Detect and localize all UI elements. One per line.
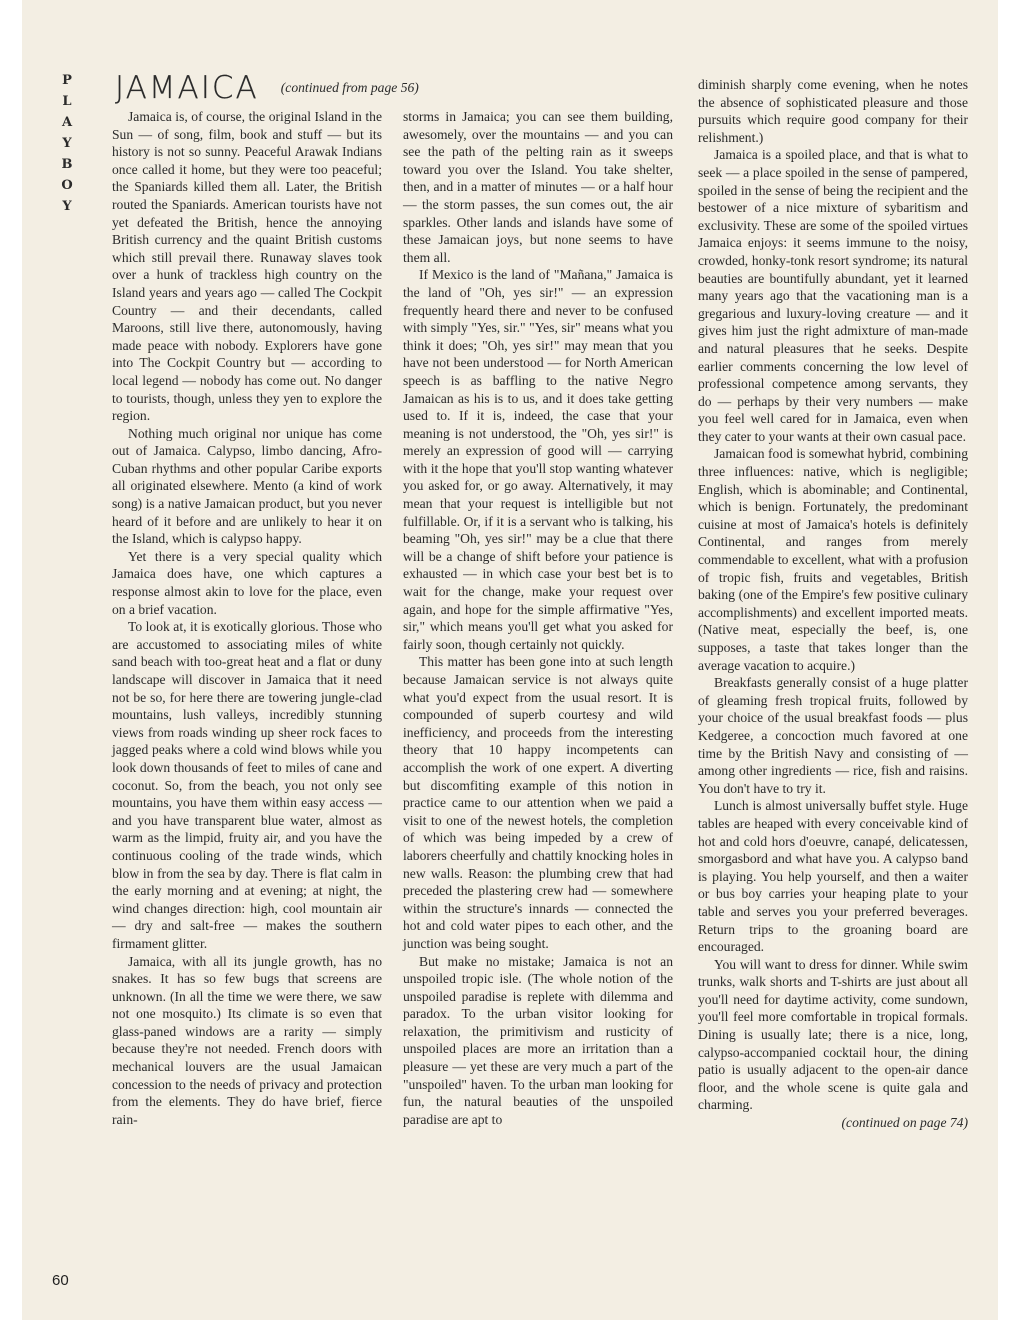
paragraph: Jamaican food is somewhat hybrid, combining three influences: native, which is negligible; English, which is abominable; and Continental, which is benign. Fortunately, the predominant cuisine at most of Jamaica's hotels is definitely Continental, and ranges from merely commendable to excellent, what with a profusion of tropic fish, fruits and vegetables, British baking (one of the Empire's few positive culinary accomplishments) and excellent imported meats. (Native meat, especially the beef, is, one supposes, a taste that takes longer than the average vacation to acquire.) (698, 446, 968, 673)
magazine-page (22, 0, 998, 1320)
magazine-name-letter: L (62, 94, 72, 109)
text-column-2 (403, 108, 673, 1128)
continued-on-note: (continued on page 74) (841, 1115, 968, 1131)
paragraph: This matter has been gone into at such length because Jamaican service is not always quite what you'd expect from the usual resort. It is compounded of superb courtesy and wild inefficiency, and proceeds from the interesting theory that 10 happy incompetents can accomplish the work of one expert. A diverting but discomfiting example of this notion in practice came to our attention when we paid a visit to one of the newest hotels, the completion of which was being impeded by a crew of laborers cheerfully and chattily knocking holes in new walls. Reason: the plumbing crew that had preceded the plastering crew had — somewhere within the structure's innards — connected the hot and cold water pipes to each other, and the junction was being sought. (403, 654, 673, 951)
paragraph: Breakfasts generally consist of a huge platter of gleaming fresh tropical fruits, followed by your choice of the usual breakfast foods — plus Kedgeree, a concoction much favored at one time by the British Navy and consisting of — among other ingredients — rice, fish and raisins. You don't have to try it. (698, 675, 968, 796)
magazine-name-letter: B (61, 157, 73, 172)
magazine-name-vertical (28, 70, 106, 217)
magazine-name-letter: Y (62, 199, 72, 214)
paragraph: storms in Jamaica; you can see them building, awesomely, over the mountains — and you can see the path of the pelting rain as it sweeps toward you over the Island. You take shelter, then, and in a matter of minutes — or a half hour — the storm passes, the sun comes out, the air sparkles. Other lands and islands have some of these Jamaican joys, but none seems to have them all. (403, 109, 673, 265)
text-column-1 (112, 108, 382, 1128)
magazine-name-letter: A (61, 115, 73, 130)
magazine-name-letter: P (62, 73, 72, 88)
magazine-name-letter: O (61, 178, 73, 193)
paragraph: Lunch is almost universally buffet style. Huge tables are heaped with every conceivable kind of hot and cold hors d'oeuvre, canapé, delicatessen, smorgasbord and what have you. A calypso band is playing. You help yourself, and then a waiter or bus boy carries your heaping plate to your table and serves you your preferred beverages. Return trips to the groaning board are encouraged. (698, 798, 968, 955)
paragraph: If Mexico is the land of "Mañana," Jamaica is the land of "Oh, yes sir!" — an expression frequently heard there and never to be confused with simply "Yes, sir." "Yes, sir" means what you think it does; "Oh, yes sir!" may mean that you have not been understood — for North American speech is as baffling to the native Negro Jamaican as his is to us, and it does take getting used to. If it is, indeed, the case that your meaning is not understood, the "Oh, yes sir!" is merely an expression of good will — carrying with it the hope that you'll stop wanting whatever you asked for, or go away. Alternatively, it may mean that your request is intelligible but not fulfillable. Or, if it is a servant who is talking, his beaming "Oh, yes sir!" may be a clue that there will be a change of shift before your patience is exhausted — in which case your best bet is to wait for the change, make your request over again, and hope for the simple affirmative "Yes, sir," which means you'll get what you asked for fairly soon, though certainly not quickly. (403, 267, 673, 652)
paragraph: Jamaica is, of course, the original Island in the Sun — of song, film, book and stuff — but its history is not so sunny. Peaceful Arawak Indians once called it home, but they were too peaceful; the Spaniards killed them all. Later, the British routed the Spaniards. American tourists have not yet defeated the British, hence the annoying British currency and the quaint British customs which still prevail there. Runaway slaves took over a hunk of trackless high country on the Island years and years ago — called The Cockpit Country — and their decendants, called Maroons, still live there, autonomously, having made peace with nobody. Explorers have gone into The Cockpit Country but — according to local legend — nobody has come out. No danger to tourists, though, unless they yen to explore the region. (112, 109, 382, 424)
article-title: JAMAICA (115, 70, 259, 106)
text-column-3 (698, 76, 968, 1132)
page-number: 60 (52, 1272, 69, 1289)
paragraph: Nothing much original nor unique has come out of Jamaica. Calypso, limbo dancing, Afro-Cuban rhythms and other popular Caribe exports all originated elsewhere. Mento (a kind of work song) is a native Jamaican product, but you never heard of it before and are unlikely to hear it on the Island, which is calypso happy. (112, 425, 382, 547)
paragraph: But make no mistake; Jamaica is not an unspoiled tropic isle. (The whole notion of the unspoiled paradise is replete with dilemma and paradox. To the urban visitor looking for relaxation, the primitivism and rusticity of unspoiled places are more an irritation than a pleasure — yet these are very much a part of the "unspoiled" haven. To the urban man looking for fun, the natural beauties of the unspoiled paradise are apt to (403, 953, 673, 1127)
paragraph: diminish sharply come evening, when he notes the absence of sophisticated pleasure and those pursuits which require good company for their relishment.) (698, 77, 968, 145)
magazine-name-letter: Y (62, 136, 72, 151)
article-header (115, 70, 419, 106)
paragraph: To look at, it is exotically glorious. Those who are accustomed to associating miles of white sand beach with too-great heat and a flat or duny landscape will discover in Jamaica that it need not be so, for here there are towering jungle-clad mountains, lush valleys, incredibly stunning views from roads winding up sheer rock faces to jagged peaks where a cold wind blows while you look down thousands of feet to miles of cane and coconut. So, from the beach, you not only see mountains, you have them within easy access — and you have transparent blue water, almost as warm as the limpid, fruity air, and you have the continuous cooling of the trade winds, which blow in from the sea by day. There is flat calm in the early morning and at evening; at night, the wind changes direction: high, cool mountain air — dry and salt-free — makes the southern firmament glitter. (112, 619, 382, 951)
paragraph: You will want to dress for dinner. While swim trunks, walk shorts and T-shirts are just about all you'll need for daytime activity, come sundown, you'll feel more comfortable in tropical formals. Dining is usually late; there is a nice, long, calypso-accompanied cocktail hour, the dining patio is usually adjacent to the open-air dance floor, and the whole scene is quite gala and charming. (698, 956, 968, 1113)
paragraph: Jamaica is a spoiled place, and that is what to seek — a place spoiled in the sense of pampered, spoiled in the sense of being the recipient and the bestower of a nice mixture of sybaritism and exclusivity. These are some of the spoiled virtues Jamaica enjoys: it seems immune to the noisy, crowded, honky-tonk resort syndrome; its natural beauties are bountifully abundant, yet it learned many years ago that the vacationing man is a gregarious and luxury-loving creature — and it gives him just the right admixture of man-made and natural pleasures that he seeks. Despite earlier comments concerning the low level of professional competence among servants, they do — perhaps by their very numbers — make you feel well cared for in Jamaica, even when they cater to your wants at their own casual pace. (698, 147, 968, 444)
paragraph: Jamaica, with all its jungle growth, has no snakes. It has so few bugs that screens are unknown. (In all the time we were there, we saw not one mosquito.) Its climate is so even that glass-paned windows are a rarity — simply because they're not needed. French doors with mechanical louvers are the usual Jamaican concession to the needs of privacy and protection from the elements. They do have brief, fierce rain- (112, 953, 382, 1127)
continued-from-note: (continued from page 56) (280, 80, 419, 95)
paragraph: Yet there is a very special quality which Jamaica does have, one which captures a response almost akin to love for the place, even on a brief vacation. (112, 548, 382, 617)
